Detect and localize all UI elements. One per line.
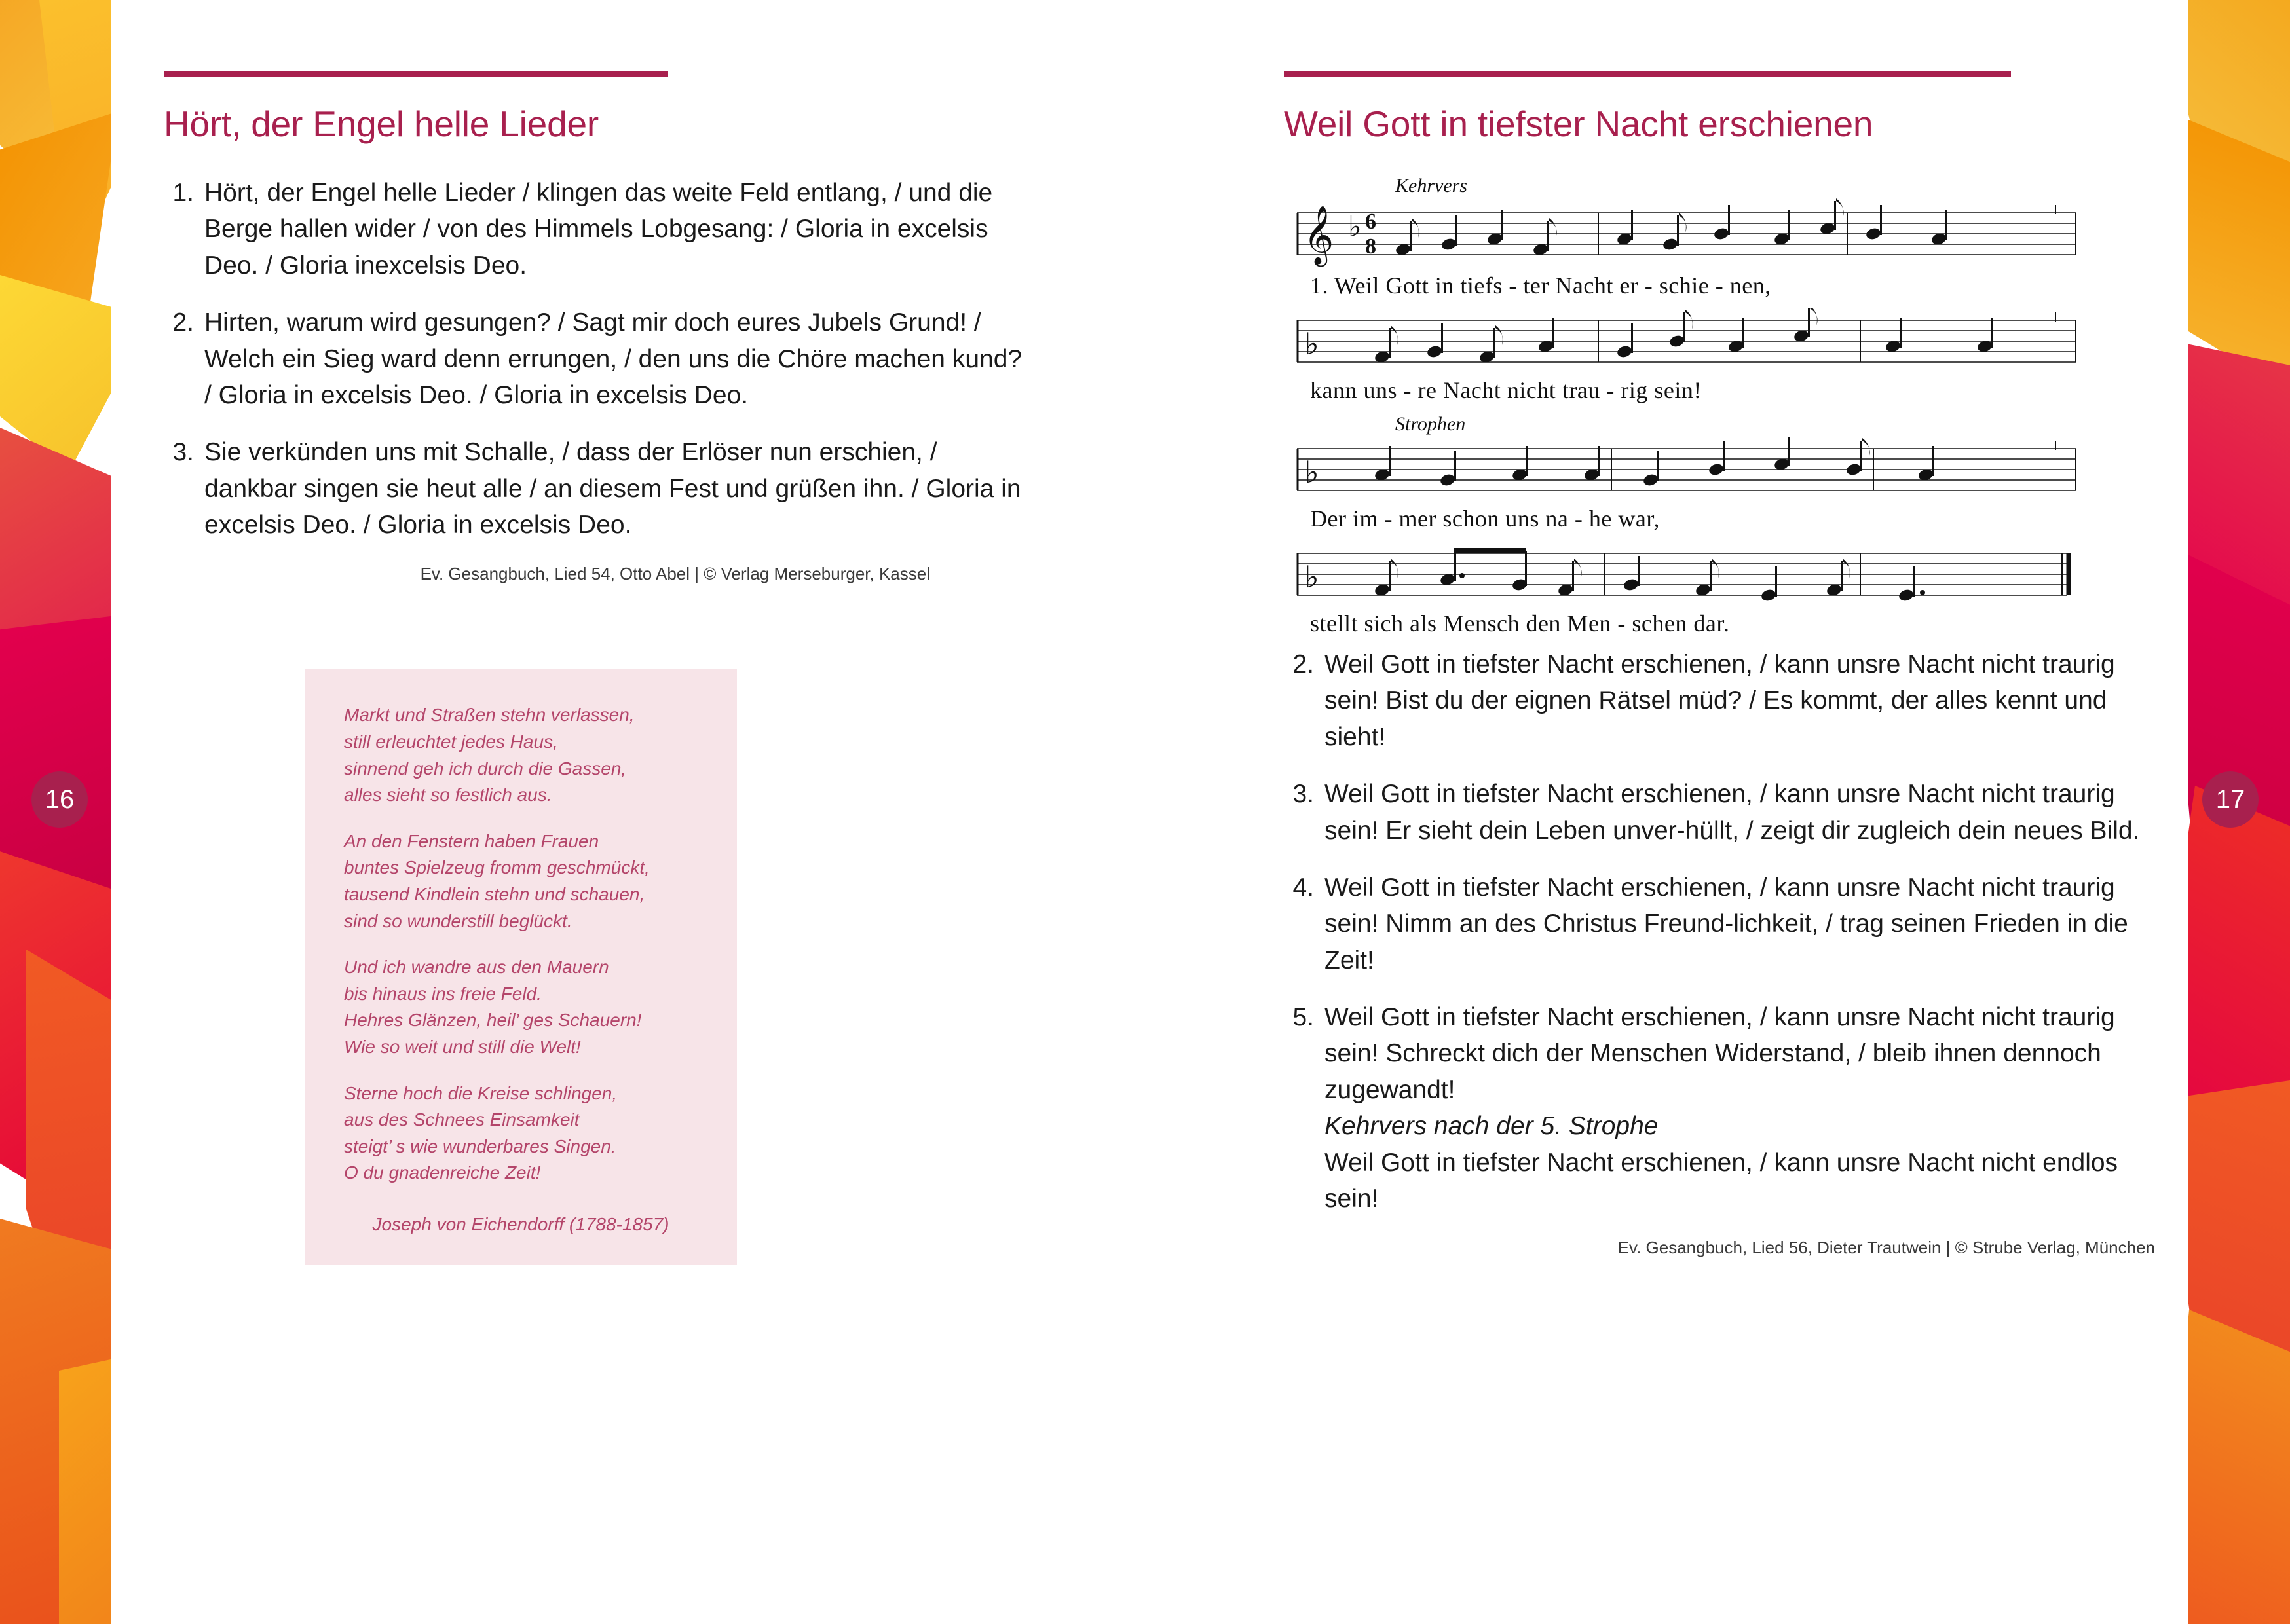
verse-item <box>1284 646 2155 755</box>
page-number-left: 16 <box>31 771 88 828</box>
poem-stanza: Markt und Straßen stehn verlassen, still erleuchtet jedes Haus, sinnend geh ich durch die Gassen, alles sieht so festlich aus. <box>344 705 635 805</box>
verse-text: Weil Gott in tiefster Nacht erschienen, / kann unsre Nacht nicht traurig sein! Nimm an des Christus Freund-lichkeit, / trag seinen Frieden in die Zeit! <box>1324 873 2128 974</box>
verse-number: 3. <box>1292 780 1314 809</box>
score-lyric-line-2: kann uns - re Nacht nicht trau - rig sein! <box>1310 377 1702 403</box>
page-title-right: Weil Gott in tiefster Nacht erschienen <box>1284 103 1873 144</box>
poem-stanza: Sterne hoch die Kreise schlingen, aus des Schnees Einsamkeit steigt’ s wie wunderbares Singen. O du gnadenreiche Zeit! <box>344 1082 618 1183</box>
source-credit-left: Ev. Gesangbuch, Lied 54, Otto Abel | © Verlag Merseburger, Kassel <box>420 564 930 584</box>
svg-text:6: 6 <box>1365 210 1376 234</box>
verse-text: Weil Gott in tiefster Nacht erschienen, / kann unsre Nacht nicht traurig sein! Er sieht dein Leben unver-hüllt, / zeigt dir zugleich dein neues Bild. <box>1324 780 2140 845</box>
svg-text:8: 8 <box>1365 234 1376 259</box>
music-score <box>1284 175 2090 637</box>
verse-text: Sie verkünden uns mit Schalle, / dass der Erlöser nun erschien, / dankbar singen sie heut alle / an diesem Fest und grüßen ihn. / Gloria in excelsis Deo. / Gloria in excelsis Deo. <box>204 438 1021 539</box>
source-credit-right: Ev. Gesangbuch, Lied 56, Dieter Trautwein | © Strube Verlag, München <box>1617 1238 2155 1258</box>
verse-list-right <box>1284 646 2155 1217</box>
score-section-label-kehrvers: Kehrvers <box>1395 175 1467 196</box>
title-rule-left <box>164 71 668 77</box>
poem-stanza: Und ich wandre aus den Mauern bis hinaus ins freie Feld. Hehres Glänzen, heil’ ges Schauern! Wie so weit und still die Welt! <box>344 957 642 1057</box>
left-page <box>164 0 1035 1624</box>
staff-system-2 <box>1284 308 2090 374</box>
score-lyric-line-3: Der im - mer schon uns na - he war, <box>1310 506 1660 532</box>
svg-text:♭: ♭ <box>1305 559 1319 595</box>
verse-text: Hört, der Engel helle Lieder / klingen das weite Feld entlang, / und die Berge hallen wider / von des Himmels Lobgesang: / Gloria in excelsis Deo. / Gloria inexcelsis Deo. <box>204 179 993 280</box>
verse-item <box>1284 999 2155 1217</box>
verse-item <box>164 175 1035 284</box>
refrain-text: Weil Gott in tiefster Nacht erschienen, / kann unsre Nacht nicht endlos sein! <box>1324 1148 2118 1213</box>
verse-number: 2. <box>172 308 194 337</box>
poem-box <box>305 669 737 1265</box>
verse-item <box>164 304 1035 413</box>
verse-item <box>1284 776 2155 849</box>
page-number-right: 17 <box>2202 771 2259 828</box>
verse-list-left <box>164 175 1035 543</box>
page-title-left: Hört, der Engel helle Lieder <box>164 103 599 144</box>
score-lyric-line-4: stellt sich als Mensch den Men - schen dar. <box>1310 610 1730 637</box>
score-lyric-line-1: 1. Weil Gott in tiefs - ter Nacht er - schie - nen, <box>1310 272 1771 299</box>
staff-system-1 <box>1284 198 2090 269</box>
verse-number: 2. <box>1292 650 1314 678</box>
right-page <box>1284 0 2155 1624</box>
verse-text: Hirten, warum wird gesungen? / Sagt mir doch eures Jubels Grund! / Welch ein Sieg ward denn errungen, / den uns die Chöre machen kund? / Gloria in excelsis Deo. / Gloria in excelsis Deo. <box>204 308 1023 409</box>
verse-number: 3. <box>172 438 194 467</box>
poem-stanza: An den Fenstern haben Frauen buntes Spielzeug fromm geschmückt, tausend Kindlein stehn und schauen, sind so wunderstill beglückt. <box>344 830 650 931</box>
verse-number: 5. <box>1292 1003 1314 1031</box>
staff-system-3 <box>1284 437 2090 502</box>
verse-number: 4. <box>1292 873 1314 902</box>
verse-item <box>1284 870 2155 978</box>
score-section-label-strophen: Strophen <box>1395 413 1466 435</box>
svg-text:♭: ♭ <box>1305 454 1319 490</box>
verse-text: Weil Gott in tiefster Nacht erschienen, / kann unsre Nacht nicht traurig sein! Bist du der eignen Rätsel müd? / Es kommt, der alles kennt und sieht! <box>1324 650 2115 751</box>
staff-system-4 <box>1284 542 2090 607</box>
svg-text:𝄞: 𝄞 <box>1304 206 1334 265</box>
verse-number: 1. <box>172 179 194 207</box>
svg-text:♭: ♭ <box>1305 326 1319 361</box>
title-rule-right <box>1284 71 2011 77</box>
poem-attribution: Joseph von Eichendorff (1788-1857) <box>372 1213 669 1234</box>
refrain-label: Kehrvers nach der 5. Strophe <box>1324 1112 1659 1141</box>
verse-text: Weil Gott in tiefster Nacht erschienen, / kann unsre Nacht nicht traurig sein! Schreckt dich der Menschen Widerstand, / bleib ihnen dennoch zugewandt! <box>1324 1003 2115 1104</box>
verse-item <box>164 434 1035 543</box>
svg-text:♭: ♭ <box>1348 210 1362 244</box>
